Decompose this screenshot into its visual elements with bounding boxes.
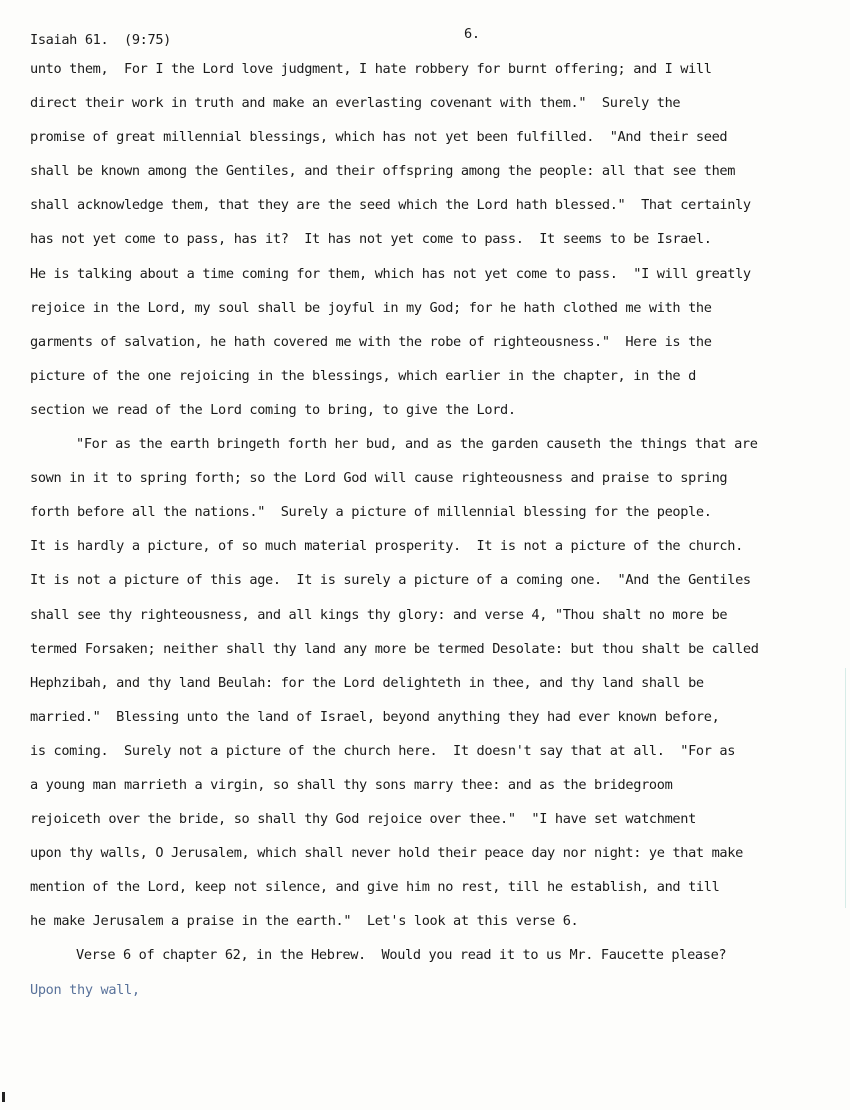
paragraph-start-line: Verse 6 of chapter 62, in the Hebrew. Would you read it to us Mr. Faucette please? — [76, 947, 727, 964]
text-line: section we read of the Lord coming to bring, to give the Lord. — [30, 401, 516, 418]
scan-margin-artifact — [845, 668, 846, 908]
text-line: It is not a picture of this age. It is surely a picture of a coming one. "And the Gentiles — [30, 572, 751, 589]
text-line: a young man marrieth a virgin, so shall thy sons marry thee: and as the bridegroom — [30, 776, 673, 793]
text-line: It is hardly a picture, of so much material prosperity. It is not a picture of the church. — [30, 538, 743, 555]
page-number: 6. — [464, 26, 480, 42]
text-line: upon thy walls, O Jerusalem, which shall never hold their peace day nor night: ye that make — [30, 845, 743, 862]
scan-edge-mark — [2, 1092, 5, 1102]
text-line: direct their work in truth and make an everlasting covenant with them." Surely the — [30, 95, 681, 112]
text-line: has not yet come to pass, has it? It has not yet come to pass. It seems to be Israel. — [30, 231, 712, 248]
text-line: shall acknowledge them, that they are the seed which the Lord hath blessed." That certainly — [30, 197, 751, 214]
paragraph-start-line: "For as the earth bringeth forth her bud, and as the garden causeth the things that are — [76, 436, 758, 453]
text-line: termed Forsaken; neither shall thy land any more be termed Desolate: but thou shalt be called — [30, 640, 759, 657]
text-line: rejoice in the Lord, my soul shall be joyful in my God; for he hath clothed me with the — [30, 299, 712, 316]
text-line: promise of great millennial blessings, which has not yet been fulfilled. "And their seed — [30, 129, 728, 146]
page-header-reference: Isaiah 61. (9:75) — [30, 32, 172, 48]
text-line: married." Blessing unto the land of Israel, beyond anything they had ever known before, — [30, 708, 720, 725]
text-line: shall see thy righteousness, and all kings thy glory: and verse 4, "Thou shalt no more be — [30, 606, 728, 623]
text-line: picture of the one rejoicing in the blessings, which earlier in the chapter, in the d — [30, 367, 696, 384]
text-line: forth before all the nations." Surely a picture of millennial blessing for the people. — [30, 504, 712, 521]
text-line: unto them, For I the Lord love judgment, I hate robbery for burnt offering; and I will — [30, 61, 712, 77]
text-line: sown in it to spring forth; so the Lord God will cause righteousness and praise to spring — [30, 470, 728, 487]
text-line: shall be known among the Gentiles, and their offspring among the people: all that see them — [30, 163, 736, 180]
faded-text-line: Upon thy wall, — [30, 981, 140, 998]
text-line: rejoiceth over the bride, so shall thy God rejoice over thee." "I have set watchment — [30, 811, 696, 828]
document-body — [30, 62, 759, 1017]
text-line: is coming. Surely not a picture of the church here. It doesn't say that at all. "For as — [30, 742, 736, 759]
text-line: mention of the Lord, keep not silence, and give him no rest, till he establish, and till — [30, 879, 720, 896]
text-line: Hephzibah, and thy land Beulah: for the Lord delighteth in thee, and thy land shall be — [30, 674, 704, 691]
text-line: garments of salvation, he hath covered me with the robe of righteousness." Here is the — [30, 333, 712, 350]
text-line: He is talking about a time coming for them, which has not yet come to pass. "I will greatly — [30, 265, 751, 282]
text-line: he make Jerusalem a praise in the earth." Let's look at this verse 6. — [30, 913, 579, 930]
